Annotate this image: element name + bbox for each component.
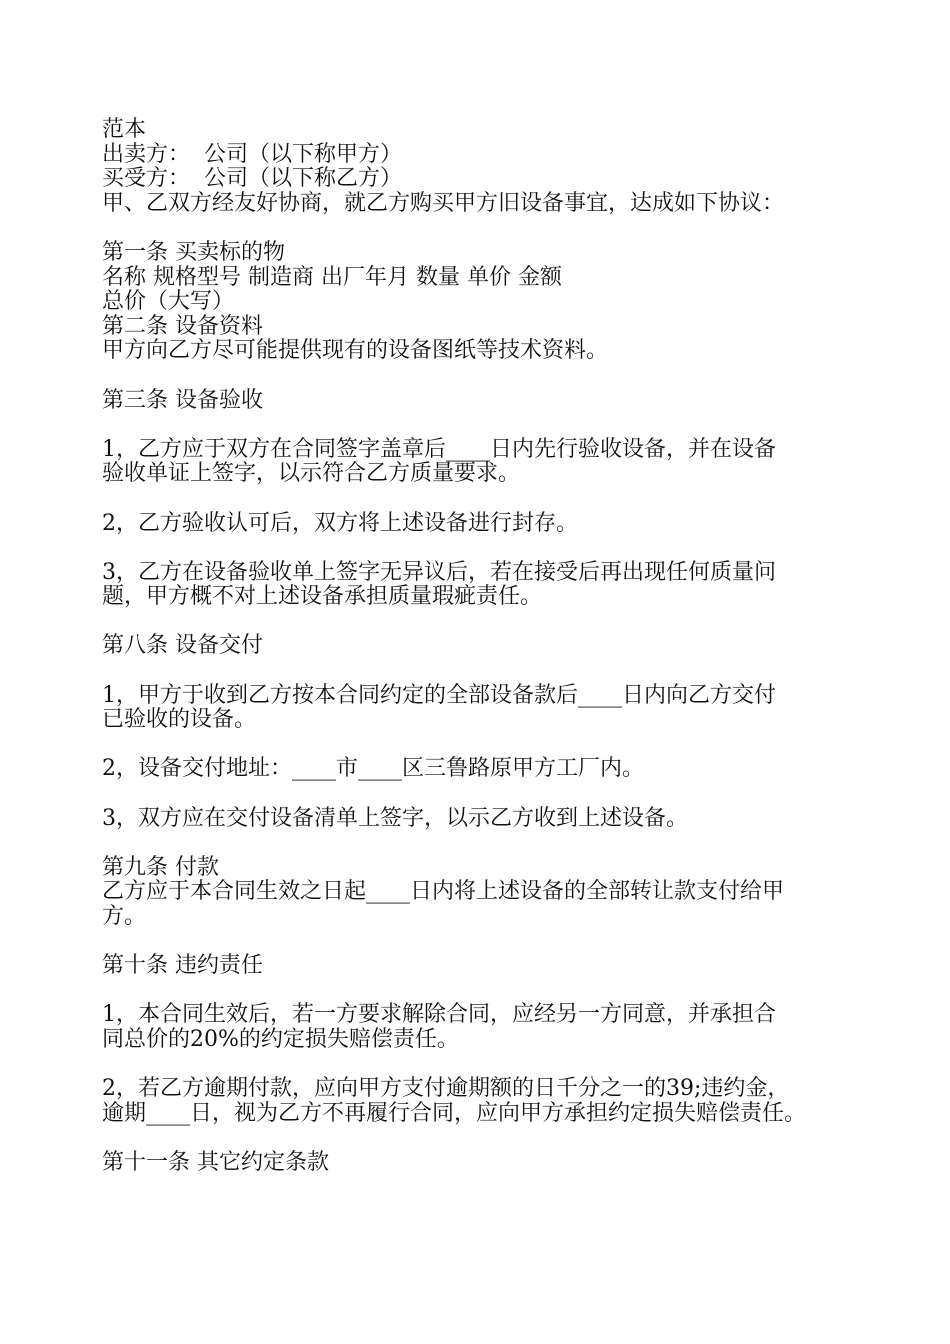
article-8-clause-1-line-1: 1，甲方于收到乙方按本合同约定的全部设备款后____日内向乙方交付 <box>102 682 776 708</box>
spacer <box>102 610 862 635</box>
article-2-heading: 第二条 设备资料 <box>102 313 263 339</box>
article-2-text: 甲方向乙方尽可能提供现有的设备图纸等技术资料。 <box>102 338 609 364</box>
article-3-clause-2: 2，乙方验收认可后，双方将上述设备进行封存。 <box>102 510 578 536</box>
article-8-clause-2: 2，设备交付地址：____市____区三鲁路原甲方工厂内。 <box>102 756 644 782</box>
article-3-heading: 第三条 设备验收 <box>102 387 263 413</box>
spacer <box>102 413 862 438</box>
article-9-heading: 第九条 付款 <box>102 854 219 880</box>
article-11-heading: 第十一条 其它约定条款 <box>102 1149 329 1175</box>
spacer <box>102 659 862 684</box>
spacer <box>102 487 862 512</box>
spacer <box>102 782 862 807</box>
spacer <box>102 930 862 955</box>
article-3-clause-3-line-2: 题，甲方概不对上述设备承担质量瑕疵责任。 <box>102 584 543 610</box>
spacer <box>102 216 862 241</box>
seller-line: 出卖方： 公司（以下称甲方） <box>102 141 402 167</box>
spacer <box>102 733 862 758</box>
article-10-clause-2-line-1: 2，若乙方逾期付款，应向甲方支付逾期额的日千分之一的39;违约金， <box>102 1076 790 1102</box>
spacer <box>102 979 862 1004</box>
article-10-clause-2-line-2: 逾期____日，视为乙方不再履行合同，应向甲方承担约定损失赔偿责任。 <box>102 1100 807 1126</box>
article-9-text-line-2: 方。 <box>102 904 147 929</box>
article-8-clause-3: 3，双方应在交付设备清单上签字，以示乙方收到上述设备。 <box>102 805 688 831</box>
buyer-line: 买受方： 公司（以下称乙方） <box>102 166 402 192</box>
spacer <box>102 364 862 389</box>
article-1-total: 总价（大写） <box>102 289 235 315</box>
spacer <box>102 1126 862 1151</box>
article-3-clause-1-line-2: 验收单证上签字，以示符合乙方质量要求。 <box>102 461 521 487</box>
article-10-clause-1-line-1: 1，本合同生效后，若一方要求解除合同，应经另一方同意，并承担合 <box>102 1002 776 1028</box>
article-3-clause-1-line-1: 1，乙方应于双方在合同签字盖章后____日内先行验收设备，并在设备 <box>102 436 776 462</box>
document-title: 范本 <box>102 117 147 142</box>
intro-paragraph: 甲、乙双方经友好协商，就乙方购买甲方旧设备事宜，达成如下协议： <box>102 190 785 216</box>
article-10-clause-1-line-2: 同总价的20%的约定损失赔偿责任。 <box>102 1026 459 1052</box>
article-1-table-header: 名称 规格型号 制造商 出厂年月 数量 单价 金额 <box>102 264 562 290</box>
article-8-clause-1-line-2: 已验收的设备。 <box>102 707 257 733</box>
spacer <box>102 1053 862 1078</box>
spacer <box>102 831 862 856</box>
article-1-heading: 第一条 买卖标的物 <box>102 239 285 265</box>
article-8-heading: 第八条 设备交付 <box>102 633 263 659</box>
article-10-heading: 第十条 违约责任 <box>102 953 263 979</box>
spacer <box>102 536 862 561</box>
article-9-text-line-1: 乙方应于本合同生效之日起____日内将上述设备的全部转让款支付给甲 <box>102 879 785 905</box>
contract-document <box>102 118 862 1176</box>
article-3-clause-3-line-1: 3，乙方在设备验收单上签字无异议后，若在接受后再出现任何质量问 <box>102 559 776 585</box>
